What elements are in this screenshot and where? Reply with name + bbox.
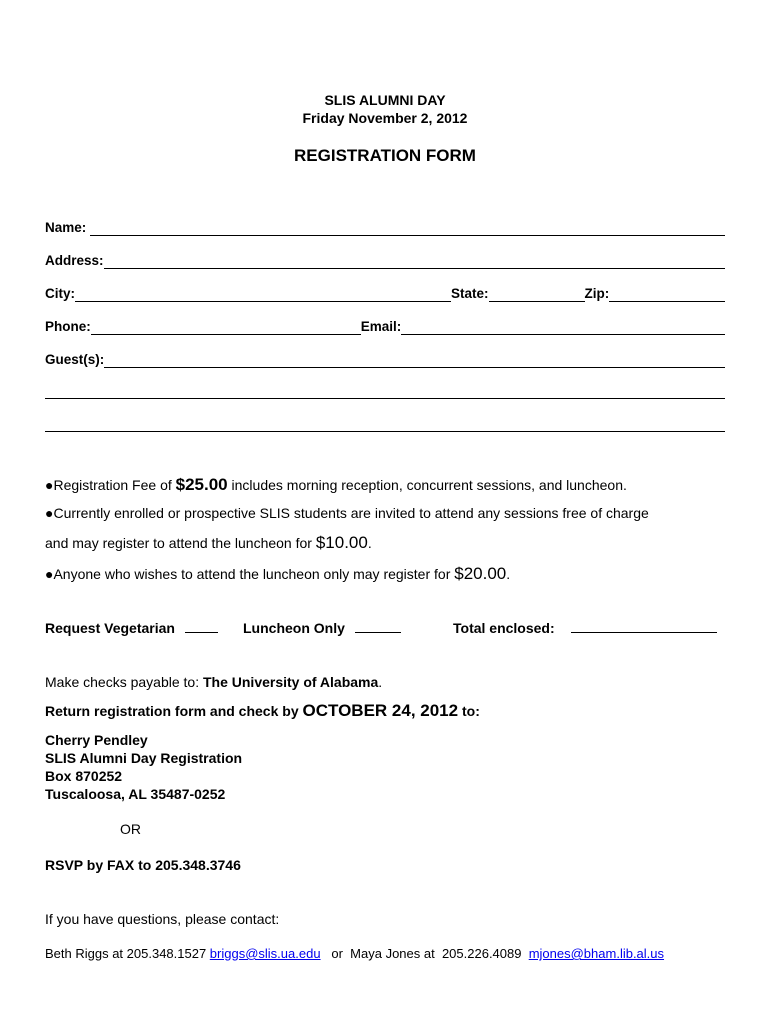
zip-field[interactable]: [609, 287, 725, 302]
address-row: [45, 251, 725, 269]
return-text-pre: Return registration form and check by: [45, 703, 303, 719]
return-text-post: to:: [458, 703, 480, 719]
phone-email-row: [45, 317, 725, 335]
luncheon-text-post: .: [506, 566, 511, 582]
name-field[interactable]: [90, 221, 725, 236]
phone-label: Phone:: [45, 319, 91, 334]
contacts-line: [45, 946, 664, 961]
address-field[interactable]: [104, 254, 725, 269]
total-label: Total enclosed:: [453, 620, 555, 636]
students-info-line2: [45, 533, 735, 553]
address-line-3: Box 870252: [45, 768, 123, 784]
guests-extra-line-2[interactable]: [45, 431, 725, 432]
vegetarian-field[interactable]: [185, 620, 218, 633]
total-field[interactable]: [571, 620, 717, 633]
fee-text-post: includes morning reception, concurrent sessions, and luncheon.: [227, 477, 627, 493]
event-date: Friday November 2, 2012: [302, 110, 468, 126]
rsvp-fax: RSVP by FAX to 205.348.3746: [45, 857, 241, 873]
email-label: Email:: [360, 319, 402, 334]
return-instructions: [45, 701, 735, 721]
luncheon-only-field[interactable]: [355, 620, 401, 633]
phone-field[interactable]: [91, 320, 361, 335]
guests-label: Guest(s):: [45, 352, 105, 367]
total-enclosed: [453, 620, 717, 636]
email-field[interactable]: [401, 320, 725, 335]
fee-info: [45, 475, 735, 495]
address-line-2: SLIS Alumni Day Registration: [45, 750, 243, 766]
vegetarian-label: Request Vegetarian: [45, 620, 175, 636]
contact-2-text: or Maya Jones at 205.226.4089: [320, 946, 529, 961]
event-title: SLIS ALUMNI DAY: [324, 92, 446, 108]
contact-2-email-link[interactable]: mjones@bham.lib.al.us: [528, 946, 665, 961]
fee-text-pre: ●Registration Fee of: [45, 477, 176, 493]
guests-row: [45, 350, 725, 368]
students-info-line1: ●Currently enrolled or prospective SLIS students are invited to attend any sessions free of charge: [45, 505, 649, 521]
payee: The University of Alabama: [202, 674, 379, 690]
address-line-1: Cherry Pendley: [45, 732, 148, 748]
luncheon-text-pre: ●Anyone who wishes to attend the luncheon only may register for: [45, 566, 455, 582]
guests-extra-line-1[interactable]: [45, 398, 725, 399]
zip-label: Zip:: [584, 286, 610, 301]
address-line-4: Tuscaloosa, AL 35487-0252: [45, 786, 226, 802]
students-amount: $10.00: [315, 533, 368, 552]
contact-1-text: Beth Riggs at 205.348.1527: [45, 946, 210, 961]
city-field[interactable]: [75, 287, 451, 302]
students-text-pre: and may register to attend the luncheon for: [45, 535, 316, 551]
luncheon-amount: $20.00: [454, 564, 507, 583]
state-label: State:: [451, 286, 489, 301]
checks-payable: [45, 674, 735, 690]
contact-1-email-link[interactable]: briggs@slis.ua.edu: [209, 946, 321, 961]
name-label: Name:: [45, 220, 87, 235]
guests-field[interactable]: [104, 353, 725, 368]
fee-amount: $25.00: [175, 475, 228, 494]
mailing-address: [45, 731, 242, 803]
name-row: [45, 218, 725, 236]
vegetarian-option: [45, 620, 218, 636]
form-title: REGISTRATION FORM: [294, 146, 476, 165]
address-label: Address:: [45, 253, 104, 268]
city-state-zip-row: [45, 284, 725, 302]
luncheon-info: [45, 564, 735, 584]
city-label: City:: [45, 286, 75, 301]
students-text-post: .: [367, 535, 372, 551]
checks-text: Make checks payable to:: [45, 674, 203, 690]
luncheon-only-option: [243, 620, 401, 636]
checks-text-post: .: [378, 674, 383, 690]
questions-text: If you have questions, please contact:: [45, 911, 280, 927]
or-text: OR: [120, 821, 141, 837]
luncheon-only-label: Luncheon Only: [243, 620, 345, 636]
state-field[interactable]: [489, 287, 585, 302]
deadline: OCTOBER 24, 2012: [302, 701, 459, 720]
